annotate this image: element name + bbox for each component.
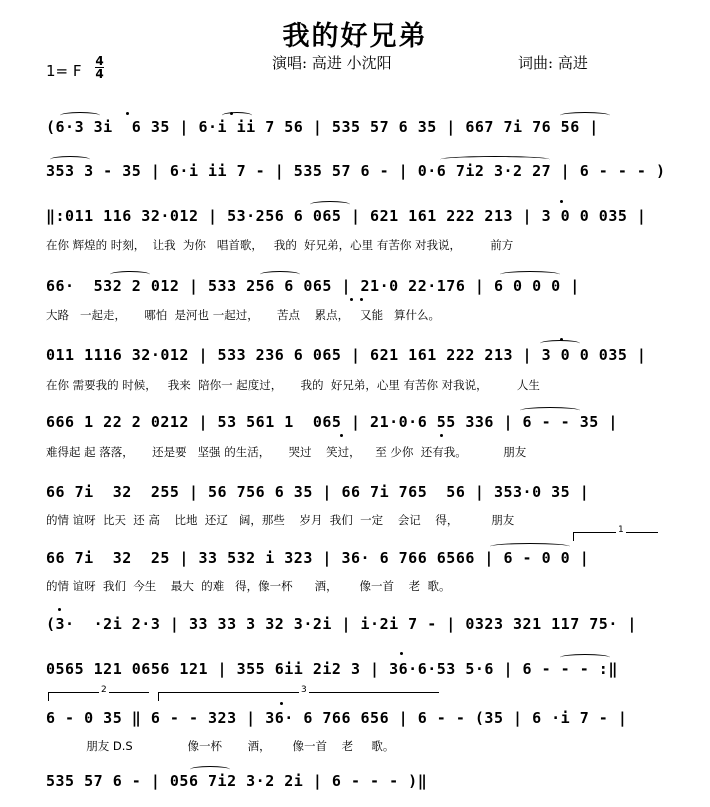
octave-dot xyxy=(440,434,443,437)
volta-label-1: 1 xyxy=(618,525,624,535)
lyric-line-5: 在你 需要我的 时候， 我来 陪你一 起度过， 我的 好兄弟，心里 有苦你 对我说， 人生 xyxy=(46,378,540,392)
lyric-line-4: 大路 一起走， 哪怕 是河也 一起过， 苦点 累点， 又能 算什么。 xyxy=(46,308,441,322)
slur-mark xyxy=(560,112,610,119)
slur-mark xyxy=(540,340,580,347)
notation-line-8: 66 7i 32 25 | 33 532 i 323 | 36· 6 766 6566 | 6 - 0 0 | xyxy=(46,549,590,567)
volta-label-3: 3 xyxy=(301,685,307,695)
volta-bracket-1 xyxy=(573,525,658,541)
composer-credit: 词曲: 高进 xyxy=(518,54,588,72)
slur-mark xyxy=(260,271,300,278)
slur-mark xyxy=(222,112,252,119)
lyric-line-8: 的情 谊呀 我们 今生 最大 的难 得，像一杯 酒， 像一首 老 歌。 xyxy=(46,579,451,593)
lyric-line-7: 的情 谊呀 比天 还 高 比地 还辽 阔，那些 岁月 我们 一定 会记 得， 朋友 xyxy=(46,513,515,527)
slur-mark xyxy=(560,654,610,661)
slur-mark xyxy=(500,271,560,278)
singers-credit: 演唱: 高进 小沈阳 xyxy=(272,54,392,72)
notation-line-11: 6 - 0 35 ‖ 6 - - 323 | 36· 6 766 656 | 6 - - (35 | 6 ·i 7 - | xyxy=(46,709,628,727)
volta-bracket-3 xyxy=(158,685,439,701)
slur-mark xyxy=(490,543,570,550)
octave-dot xyxy=(230,112,233,115)
time-signature xyxy=(95,55,104,80)
octave-dot xyxy=(58,608,61,611)
slur-mark xyxy=(60,112,100,119)
lyric-line-11: 朋友 D.S 像一杯 酒， 像一首 老 歌。 xyxy=(46,739,395,753)
octave-dot xyxy=(560,200,563,203)
lyric-line-6: 难得起 起 落落， 还是要 坚强 的生活， 哭过 笑过， 至 少你 还有我。 朋友 xyxy=(46,445,527,459)
notation-line-3: ‖:011 116 32·012 | 53·256 6 065 | 621 161 222 213 | 3 0 0 035 | xyxy=(46,207,647,225)
octave-dot xyxy=(360,298,363,301)
song-title: 我的好兄弟 xyxy=(282,21,428,52)
meter-bottom: 4 xyxy=(95,67,104,81)
notation-line-12: 535 57 6 - | 056 7i2 3·2 2i | 6 - - - )‖ xyxy=(46,772,428,790)
notation-line-9: (3· ·2i 2·3 | 33 33 3 32 3·2i | i·2i 7 - | 0323 321 117 75· | xyxy=(46,615,637,633)
octave-dot xyxy=(126,112,129,115)
octave-dot xyxy=(340,434,343,437)
slur-mark xyxy=(110,271,150,278)
slur-mark xyxy=(190,766,230,773)
volta-label-2: 2 xyxy=(101,685,107,695)
notation-line-4: 66· 532 2 012 | 533 256 6 065 | 21·0 22·176 | 6 0 0 0 | xyxy=(46,277,580,295)
notation-line-10: 0565 121 0656 121 | 355 6ii 2i2 3 | 36·6·53 5·6 | 6 - - - :‖ xyxy=(46,660,618,678)
slur-mark xyxy=(310,201,350,208)
octave-dot xyxy=(560,338,563,341)
octave-dot xyxy=(350,298,353,301)
notation-line-2: 353 3 - 35 | 6·i ii 7 - | 535 57 6 - | 0·6 7i2 3·2 27 | 6 - - - ) xyxy=(46,162,666,180)
meter-top: 4 xyxy=(95,54,104,68)
notation-line-6: 666 1 22 2 0212 | 53 561 1 065 | 21·0·6 55 336 | 6 - - 35 | xyxy=(46,413,618,431)
slur-mark xyxy=(440,156,550,163)
notation-line-1: (6·3 3i 6 35 | 6·i ii 7 56 | 535 57 6 35 | 667 7i 76 56 | xyxy=(46,118,599,136)
notation-line-5: 011 1116 32·012 | 533 236 6 065 | 621 161 222 213 | 3 0 0 035 | xyxy=(46,346,647,364)
notation-line-7: 66 7i 32 255 | 56 756 6 35 | 66 7i 765 56 | 353·0 35 | xyxy=(46,483,590,501)
key-signature: 1= F xyxy=(46,62,82,80)
octave-dot xyxy=(400,652,403,655)
octave-dot xyxy=(280,702,283,705)
slur-mark xyxy=(50,156,90,163)
lyric-line-3: 在你 辉煌的 时刻， 让我 为你 唱首歌， 我的 好兄弟，心里 有苦你 对我说， 前方 xyxy=(46,238,514,252)
volta-bracket-2 xyxy=(48,685,149,701)
slur-mark xyxy=(520,407,580,414)
